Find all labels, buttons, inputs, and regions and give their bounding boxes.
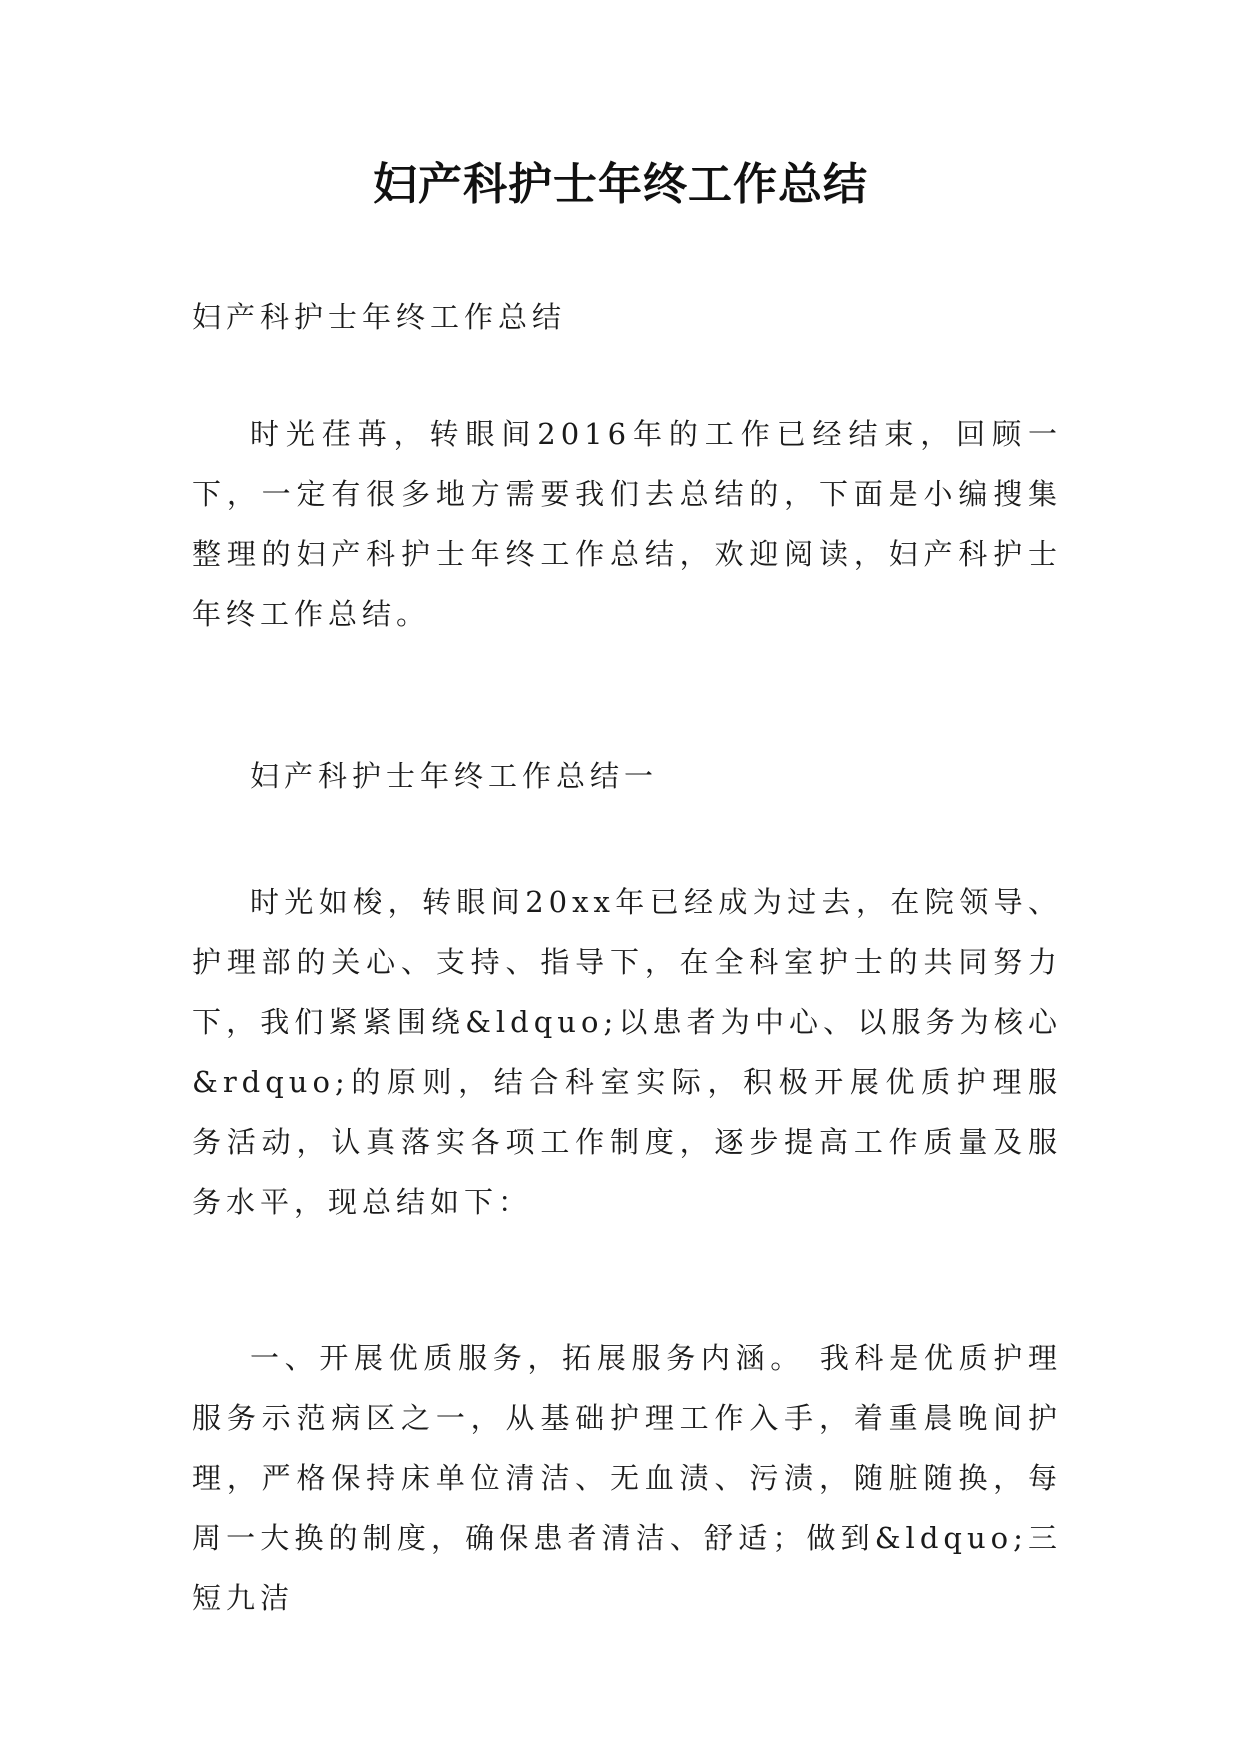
- document-subtitle: 妇产科护士年终工作总结: [192, 300, 567, 334]
- document-title: 妇产科护士年终工作总结: [373, 159, 868, 210]
- section-two-paragraph: 一、开展优质服务，拓展服务内涵。 我科是优质护理服务示范病区之一，从基础护理工作入手，着重晨晚间护理，严格保持床单位清洁、无血渍、污渍，随脏随换，每周一大换的制度，确保患者清洁、舒适；做到&ldquo;三短九洁: [192, 1341, 1062, 1615]
- section-heading: 妇产科护士年终工作总结一: [250, 759, 659, 793]
- section-one-paragraph: 时光如梭，转眼间20xx年已经成为过去，在院领导、护理部的关心、支持、指导下，在全科室护士的共同努力下，我们紧紧围绕&ldquo;以患者为中心、以服务为核心&rdquo;的原则，结合科室实际，积极开展优质护理服务活动，认真落实各项工作制度，逐步提高工作质量及服务水平，现总结如下：: [192, 885, 1062, 1219]
- intro-paragraph: 时光荏苒，转眼间2016年的工作已经结束，回顾一下，一定有很多地方需要我们去总结的，下面是小编搜集整理的妇产科护士年终工作总结，欢迎阅读，妇产科护士年终工作总结。: [192, 417, 1062, 631]
